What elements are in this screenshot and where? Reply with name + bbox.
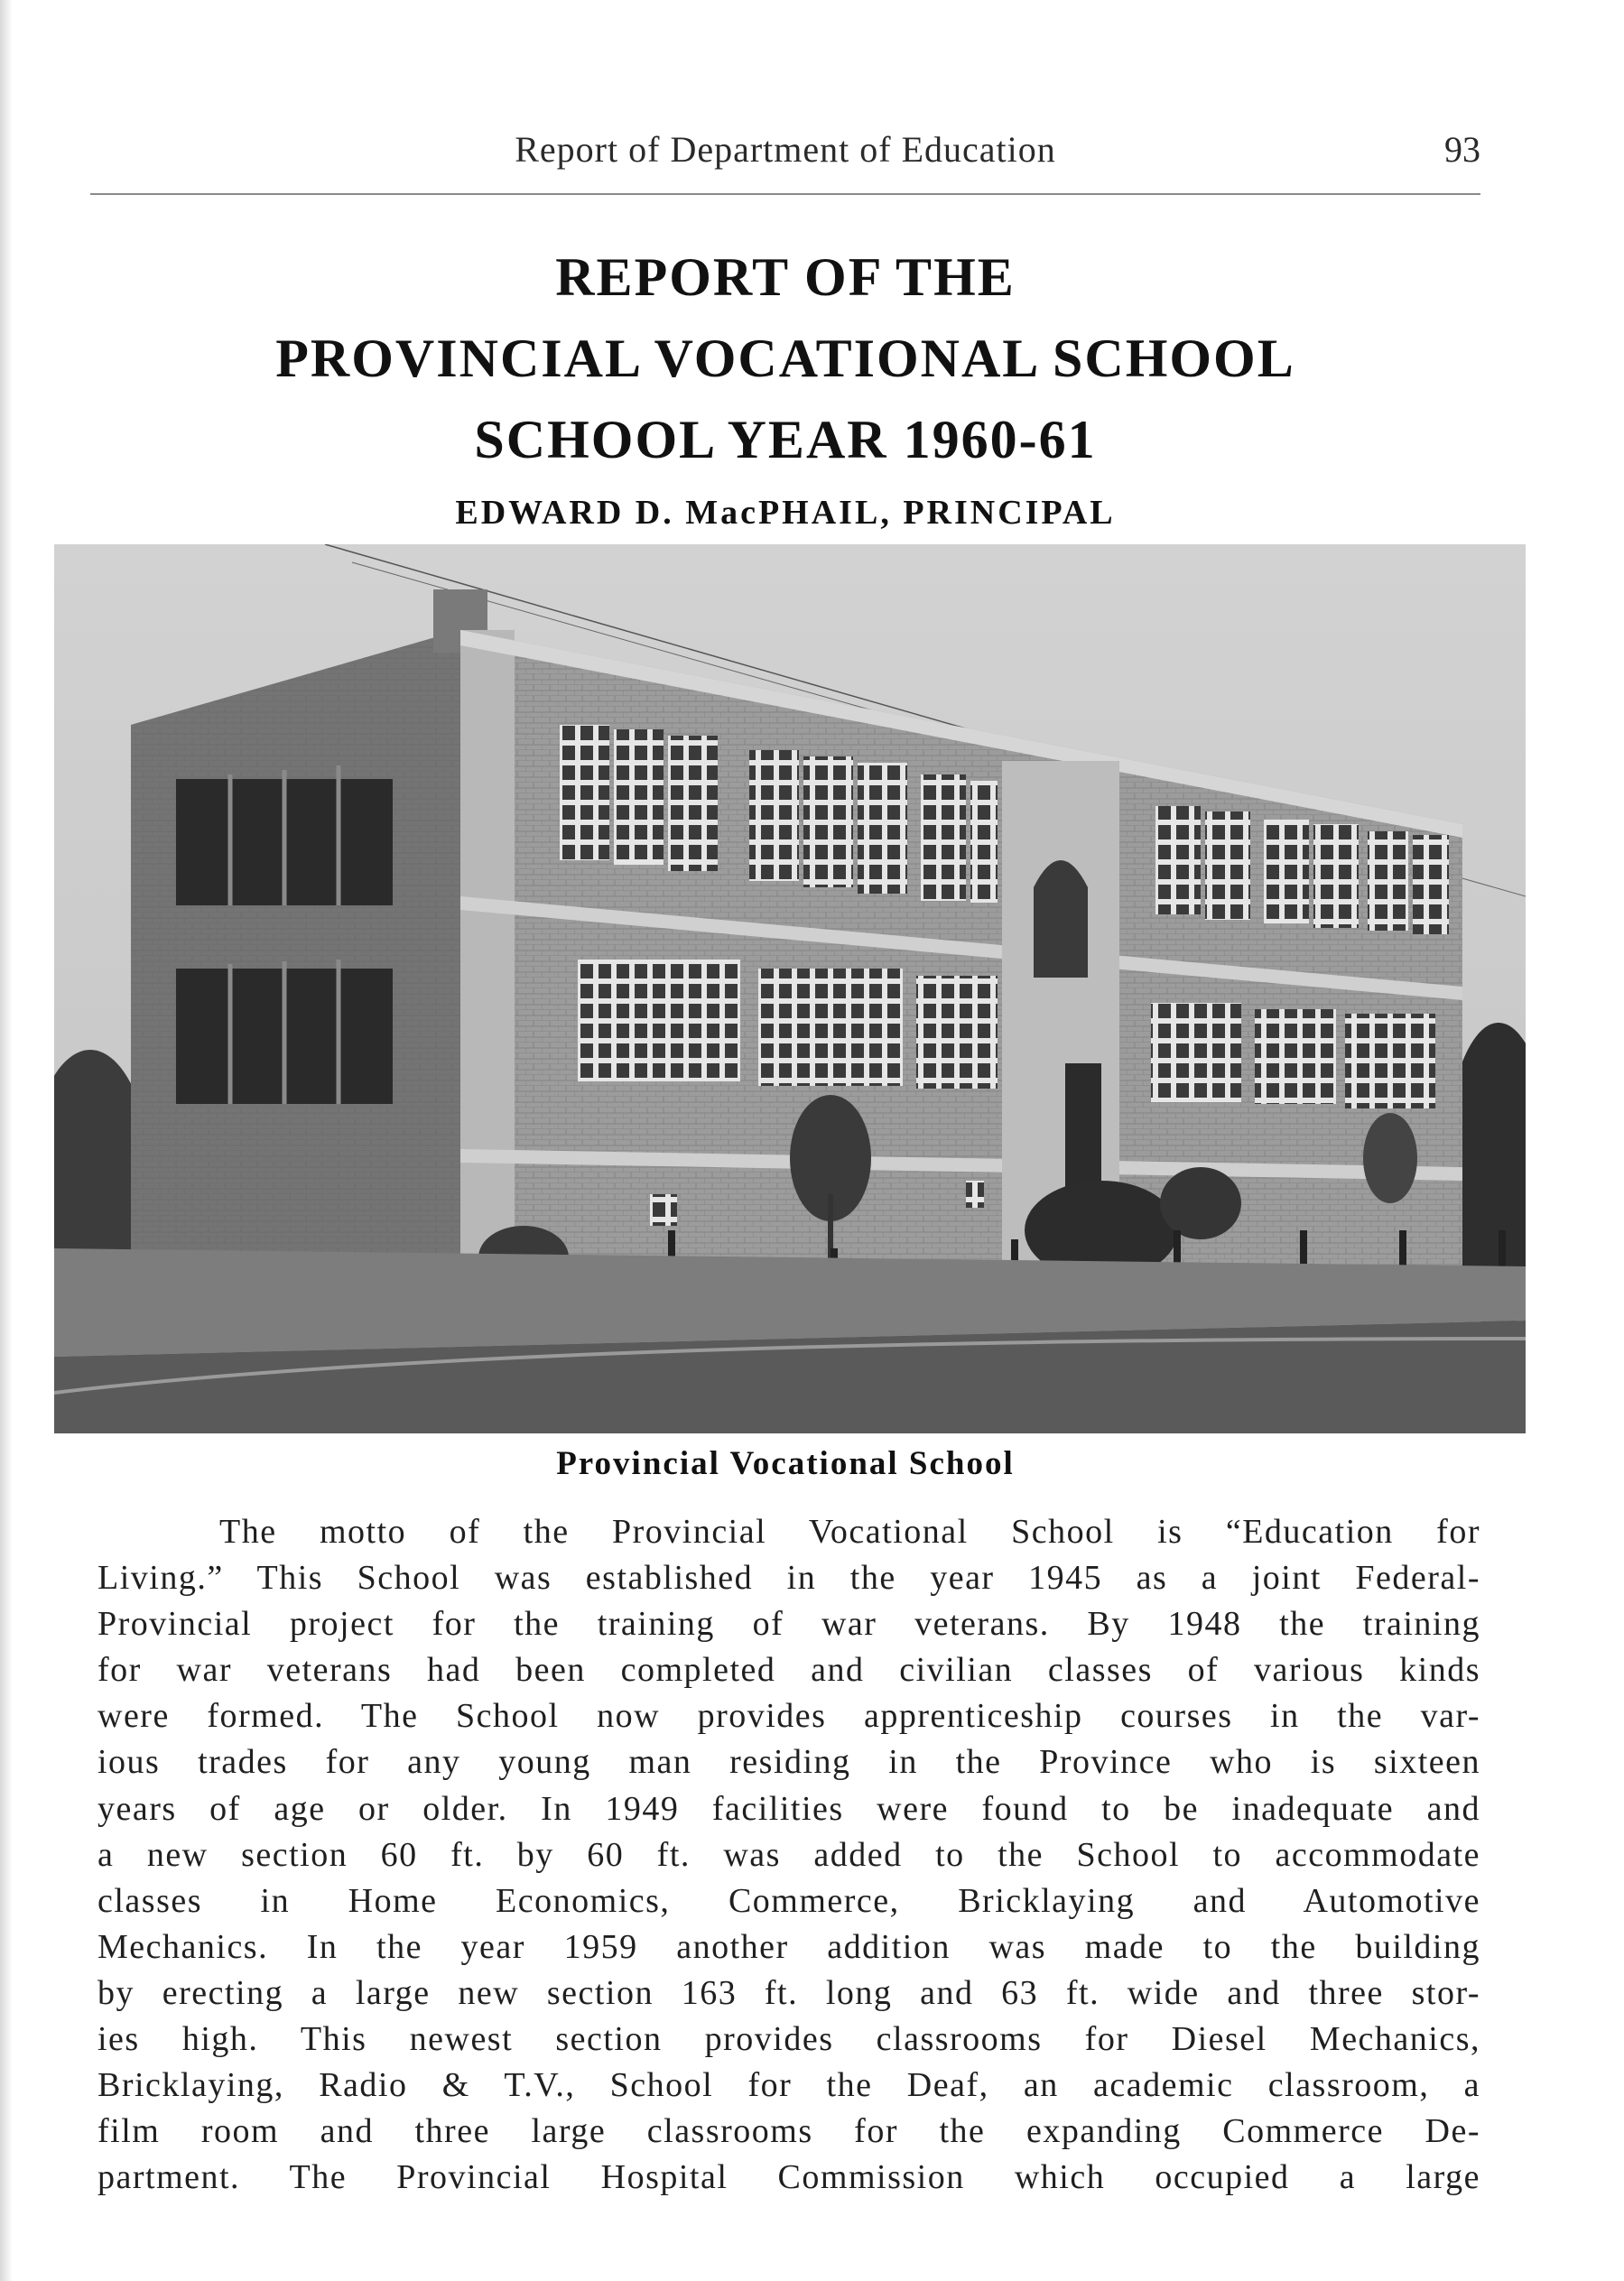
heading-line-2: PROVINCIAL VOCATIONAL SCHOOL — [275, 329, 1295, 388]
body-line: years of age or older. In 1949 facilities were found to be inadequate and — [97, 1789, 1480, 1828]
report-heading — [90, 236, 1480, 540]
body-line: classes in Home Economics, Commerce, Bricklaying and Automotive — [97, 1881, 1480, 1920]
heading-line-3: SCHOOL YEAR 1960-61 — [474, 410, 1097, 469]
body-line: ious trades for any young man residing in the Province who is sixteen — [97, 1743, 1480, 1782]
body-line: Mechanics. In the year 1959 another addition was made to the building — [97, 1927, 1480, 1966]
photo-caption: Provincial Vocational School — [556, 1445, 1015, 1482]
body-line: The motto of the Provincial Vocational School is “Education for — [219, 1513, 1480, 1551]
header-rule — [90, 193, 1480, 195]
body-line: Living.” This School was established in the year 1945 as a joint Federal- — [97, 1559, 1480, 1598]
page-number: 93 — [1444, 129, 1480, 170]
body-line: were formed. The School now provides apprenticeship courses in the var- — [97, 1697, 1480, 1736]
running-head-title: Report of Department of Education — [515, 129, 1056, 170]
body-line: ies high. This newest section provides classrooms for Diesel Mechanics, — [97, 2020, 1480, 2059]
page-edge-shadow — [0, 0, 13, 2281]
body-line: for war veterans had been completed and civilian classes of various kinds — [97, 1651, 1480, 1690]
body-paragraph — [97, 1509, 1480, 2201]
school-building-illustration — [54, 544, 1526, 1433]
heading-line-1: REPORT OF THE — [555, 247, 1016, 307]
school-building-photo — [54, 544, 1526, 1433]
body-line: a new section 60 ft. by 60 ft. was added to the School to accommodate — [97, 1835, 1480, 1874]
body-line: Provincial project for the training of war veterans. By 1948 the training — [97, 1605, 1480, 1644]
body-line: partment. The Provincial Hospital Commission which occupied a large — [97, 2158, 1480, 2197]
body-line: film room and three large classrooms for the expanding Commerce De- — [97, 2112, 1480, 2151]
principal-name: EDWARD D. MacPHAIL, PRINCIPAL — [455, 494, 1116, 532]
body-line: by erecting a large new section 163 ft. long and 63 ft. wide and three stor- — [97, 1973, 1480, 2012]
body-line: Bricklaying, Radio & T.V., School for the Deaf, an academic classroom, a — [97, 2066, 1480, 2105]
running-head — [90, 128, 1480, 191]
